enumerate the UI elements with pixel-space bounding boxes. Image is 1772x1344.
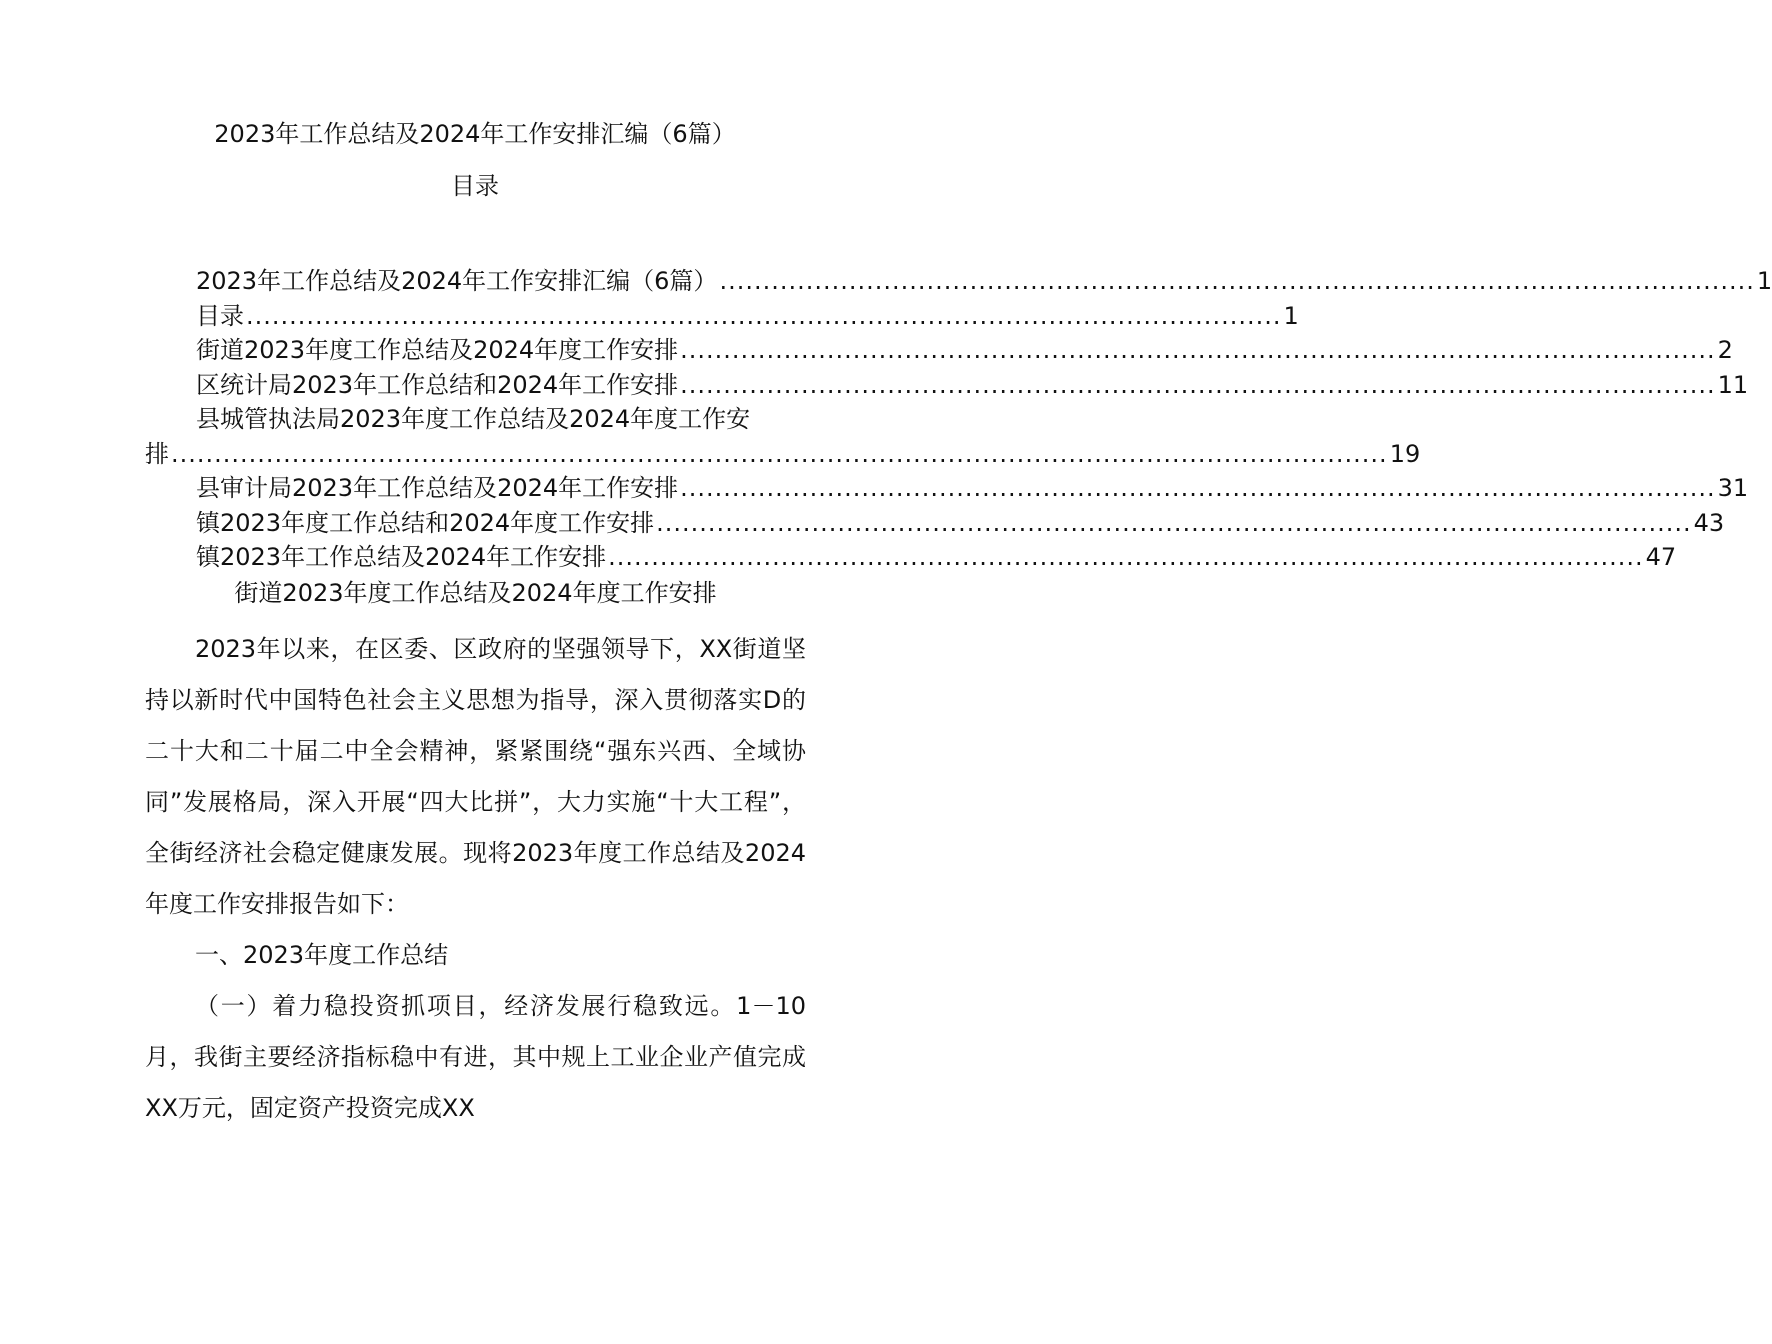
toc-entry-text: 镇2023年度工作总结和2024年度工作安排	[196, 508, 655, 537]
toc-entry-text: 排	[145, 439, 169, 468]
toc-entry[interactable]	[145, 264, 1772, 299]
toc-entry-page: 47	[1645, 543, 1677, 571]
toc-entry-page: 11	[1717, 370, 1749, 399]
toc-dot-leader: ........................................................................................................................	[656, 508, 1692, 537]
document-title: 2023年工作总结及2024年工作安排汇编（6篇）	[214, 120, 736, 148]
toc-entry-page: 2	[1717, 336, 1733, 364]
toc-entry-continued[interactable]	[145, 437, 1421, 472]
toc-entry-text: 区统计局2023年工作总结和2024年工作安排	[196, 370, 679, 399]
toc-dot-leader: ........................................................................................................................	[719, 267, 1755, 295]
toc-entry[interactable]	[145, 506, 1725, 541]
toc-entry[interactable]	[145, 299, 1299, 334]
toc-entry-text: 镇2023年工作总结及2024年工作安排	[196, 543, 607, 571]
toc-dot-leader: ........................................................................................................................	[608, 543, 1644, 571]
intro-paragraph: 2023年以来，在区委、区政府的坚强领导下，XX街道坚持以新时代中国特色社会主义思想为指导，深入贯彻落实D的二十大和二十届二中全会精神，紧紧围绕“强东兴西、全域协同”发展格局，深入开展“四大比拼”，大力实施“十大工程”，全街经济社会稳定健康发展。现将2023年度工作总结及2024年度工作安排报告如下：	[145, 635, 806, 918]
toc-entry[interactable]	[145, 333, 1733, 368]
table-of-contents	[145, 264, 1772, 575]
section-heading: 一、2023年度工作总结	[195, 941, 449, 969]
article-title: 街道2023年度工作总结及2024年度工作安排	[234, 579, 717, 607]
body-paragraph: （一）着力稳投资抓项目，经济发展行稳致远。1－10月，我街主要经济指标稳中有进，其中规上工业企业产值完成XX万元，固定资产投资完成XX	[145, 992, 806, 1122]
toc-entry-page: 31	[1717, 474, 1749, 502]
toc-dot-leader: ........................................................................................................................	[246, 301, 1282, 330]
toc-entry-page: 1	[1283, 301, 1299, 330]
toc-heading: 目录	[451, 172, 499, 200]
toc-entry[interactable]	[145, 368, 1749, 403]
toc-entry-text: 街道2023年度工作总结及2024年度工作安排	[196, 336, 679, 364]
toc-entry-page: 1	[1756, 267, 1772, 295]
article-body	[145, 624, 806, 1134]
toc-dot-leader: ........................................................................................................................	[680, 474, 1716, 502]
toc-entry-page: 19	[1389, 439, 1421, 468]
toc-entry-text: 县审计局2023年工作总结及2024年工作安排	[196, 474, 679, 502]
toc-dot-leader: ........................................................................................................................	[680, 336, 1716, 364]
toc-entry[interactable]	[145, 471, 1749, 506]
toc-dot-leader: .............................................................................................................................................	[171, 439, 1388, 468]
toc-entry-text: 2023年工作总结及2024年工作安排汇编（6篇）	[196, 267, 718, 295]
toc-entry-text: 县城管执法局2023年度工作总结及2024年度工作安	[196, 405, 751, 433]
toc-entry[interactable]	[145, 402, 806, 437]
toc-entry-page: 43	[1693, 508, 1725, 537]
toc-entry[interactable]	[145, 540, 1677, 575]
toc-entry-text: 目录	[196, 301, 244, 330]
toc-dot-leader: ........................................................................................................................	[680, 370, 1716, 399]
